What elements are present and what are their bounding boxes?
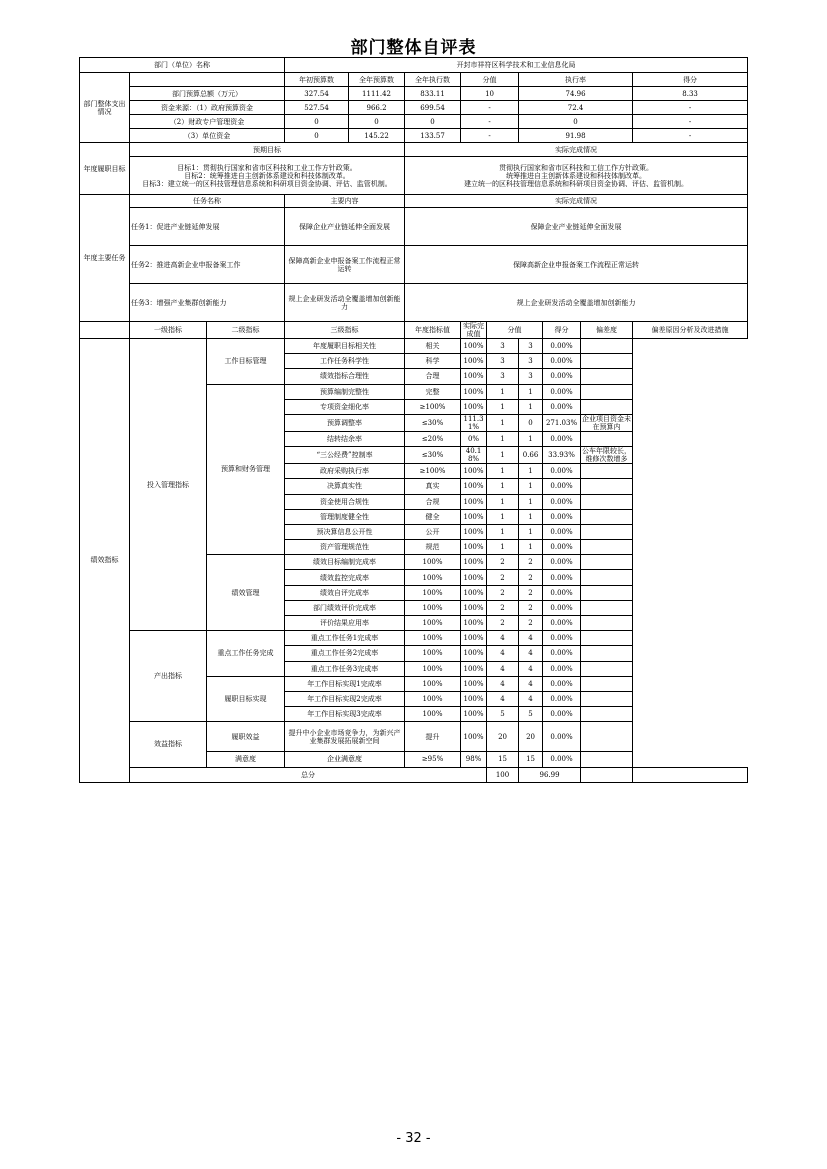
level3-indicator: 政府采购执行率	[285, 464, 405, 479]
deviation-reason	[581, 600, 633, 615]
actual-value: 100%	[461, 369, 487, 384]
level3-indicator: 重点工作任务2完成率	[285, 646, 405, 661]
col-header: 得分	[543, 322, 581, 339]
table-cell: 966.2	[349, 101, 405, 115]
weight: 2	[487, 616, 519, 631]
target-value: 100%	[405, 570, 461, 585]
deviation-reason	[581, 540, 633, 555]
weight: 1	[487, 464, 519, 479]
weight: 2	[487, 570, 519, 585]
target-value: 规范	[405, 540, 461, 555]
actual-value: 100%	[461, 339, 487, 354]
score: 0	[519, 414, 543, 431]
deviation: 0.00%	[543, 494, 581, 509]
score: 2	[519, 600, 543, 615]
actual-value: 100%	[461, 646, 487, 661]
deviation: 0.00%	[543, 555, 581, 570]
budget-row-label: （2）财政专户管理资金	[130, 115, 285, 129]
deviation: 0.00%	[543, 585, 581, 600]
target-value: 健全	[405, 509, 461, 524]
perf-section-label: 绩效指标	[80, 339, 130, 783]
target-value: ≤30%	[405, 447, 461, 464]
score: 2	[519, 616, 543, 631]
weight: 4	[487, 676, 519, 691]
col-header: 一级指标	[130, 322, 207, 339]
col-header: 实际完成值	[461, 322, 487, 339]
deviation-reason	[581, 494, 633, 509]
task-content: 保障高新企业申报备案工作流程正常运转	[285, 246, 405, 284]
deviation-reason	[581, 752, 633, 767]
deviation: 0.00%	[543, 722, 581, 752]
target-value: ≥95%	[405, 752, 461, 767]
weight: 1	[487, 447, 519, 464]
expected-goals	[130, 157, 405, 195]
score: 1	[519, 524, 543, 539]
level1-indicator: 投入管理指标	[130, 339, 207, 631]
weight: 1	[487, 509, 519, 524]
table-cell: -	[633, 129, 748, 143]
actual-value: 100%	[461, 494, 487, 509]
table-cell: 1111.42	[349, 87, 405, 101]
target-value: 100%	[405, 646, 461, 661]
actual-value: 100%	[461, 479, 487, 494]
weight: 5	[487, 707, 519, 722]
score: 3	[519, 369, 543, 384]
tasks-section-label: 年度主要任务	[80, 195, 130, 322]
target-value: 100%	[405, 555, 461, 570]
table-cell	[581, 767, 633, 782]
score: 4	[519, 661, 543, 676]
deviation-reason	[581, 354, 633, 369]
actual-value: 100%	[461, 631, 487, 646]
deviation-reason	[581, 464, 633, 479]
table-cell: -	[633, 115, 748, 129]
level3-indicator: 重点工作任务1完成率	[285, 631, 405, 646]
actual-value: 100%	[461, 464, 487, 479]
deviation: 0.00%	[543, 616, 581, 631]
score: 5	[519, 707, 543, 722]
level1-indicator: 产出指标	[130, 631, 207, 722]
level2-indicator: 重点工作任务完成	[207, 631, 285, 677]
actual-value: 100%	[461, 616, 487, 631]
deviation-reason	[581, 524, 633, 539]
weight: 2	[487, 600, 519, 615]
dept-label: 部门（单位）名称	[80, 58, 285, 73]
budget-row-label: 资金来源：（1）政府预算资金	[130, 101, 285, 115]
actual-value: 100%	[461, 570, 487, 585]
actual-value: 100%	[461, 600, 487, 615]
deviation: 0.00%	[543, 431, 581, 446]
deviation: 0.00%	[543, 676, 581, 691]
target-value: 提升	[405, 722, 461, 752]
actual-goal-line: 统筹推进自主创新体系建设和科技体制改革。	[506, 171, 647, 180]
level3-indicator: 年工作目标实现2完成率	[285, 691, 405, 706]
level3-indicator: 决算真实性	[285, 479, 405, 494]
actual-value: 100%	[461, 707, 487, 722]
task-content: 保障企业产业链延伸全面发展	[285, 208, 405, 246]
weight: 1	[487, 540, 519, 555]
table-cell: 91.98	[519, 129, 633, 143]
score: 1	[519, 494, 543, 509]
actual-value: 100%	[461, 661, 487, 676]
deviation-reason	[581, 369, 633, 384]
col-header: 得分	[633, 73, 748, 87]
table-cell: 145.22	[349, 129, 405, 143]
actual-value: 100%	[461, 585, 487, 600]
goals-section-label: 年度履职目标	[80, 143, 130, 195]
task-name: 任务2：推进高新企业申报备案工作	[130, 246, 285, 284]
deviation-reason	[581, 616, 633, 631]
deviation: 0.00%	[543, 479, 581, 494]
table-cell: 8.33	[633, 87, 748, 101]
deviation: 271.03%	[543, 414, 581, 431]
weight: 15	[487, 752, 519, 767]
level3-indicator: 年工作目标实现1完成率	[285, 676, 405, 691]
task-actual: 保障企业产业链延伸全面发展	[405, 208, 748, 246]
weight: 2	[487, 585, 519, 600]
col-header: 预期目标	[130, 143, 405, 157]
score: 4	[519, 631, 543, 646]
actual-value: 100%	[461, 384, 487, 399]
deviation-reason: 公车年限较长，维修次数增多	[582, 447, 632, 464]
expected-goal-line: 目标1：贯彻执行国家和省市区科技和工业工作方针政策。	[177, 163, 357, 172]
level3-indicator: 绩效监控完成率	[285, 570, 405, 585]
target-value: 完整	[405, 384, 461, 399]
weight: 1	[487, 494, 519, 509]
weight: 20	[487, 722, 519, 752]
table-cell: 527.54	[285, 101, 349, 115]
col-header: 三级指标	[285, 322, 405, 339]
deviation-reason	[581, 646, 633, 661]
deviation-reason	[581, 555, 633, 570]
level2-indicator: 工作目标管理	[207, 339, 285, 385]
level1-indicator: 效益指标	[130, 722, 207, 767]
deviation-reason	[581, 631, 633, 646]
task-actual: 保障高新企业申报备案工作流程正常运转	[405, 246, 748, 284]
deviation: 0.00%	[543, 369, 581, 384]
budget-row-label: 部门预算总额（万元）	[130, 87, 285, 101]
weight: 4	[487, 661, 519, 676]
deviation: 0.00%	[543, 631, 581, 646]
target-value: 科学	[405, 354, 461, 369]
level3-indicator: 管理制度健全性	[285, 509, 405, 524]
deviation-reason	[581, 722, 633, 752]
table-cell: 74.96	[519, 87, 633, 101]
col-header: 偏差原因分析及改进措施	[633, 322, 748, 339]
table-cell: 133.57	[405, 129, 461, 143]
blank-cell	[80, 322, 130, 339]
score: 2	[519, 555, 543, 570]
col-header: 偏差度	[581, 322, 633, 339]
level2-indicator: 预算和财务管理	[207, 384, 285, 555]
deviation: 33.93%	[543, 447, 581, 464]
table-cell: 10	[461, 87, 519, 101]
weight: 3	[487, 354, 519, 369]
col-header: 分值	[487, 322, 543, 339]
weight: 1	[487, 414, 519, 431]
col-header: 主要内容	[285, 195, 405, 208]
actual-goal-line: 贯彻执行国家和省市区科技和工信工作方针政策。	[499, 163, 654, 172]
score: 2	[519, 570, 543, 585]
actual-value: 111.31%	[461, 414, 487, 431]
deviation-reason	[581, 676, 633, 691]
target-value: 100%	[405, 585, 461, 600]
deviation: 0.00%	[543, 691, 581, 706]
level3-indicator: 绩效指标合理性	[285, 369, 405, 384]
table-cell: 0	[405, 115, 461, 129]
target-value: 公开	[405, 524, 461, 539]
col-header: 全年执行数	[405, 73, 461, 87]
deviation-reason	[581, 339, 633, 354]
score: 1	[519, 509, 543, 524]
actual-value: 100%	[461, 691, 487, 706]
deviation: 0.00%	[543, 661, 581, 676]
actual-value: 100%	[461, 676, 487, 691]
deviation-reason: 企业项目资金未在预算内	[582, 414, 632, 431]
table-cell: -	[461, 129, 519, 143]
actual-value: 98%	[461, 752, 487, 767]
level3-indicator: 企业满意度	[285, 752, 405, 767]
table-cell: 0	[285, 129, 349, 143]
expected-goal-line: 目标3：建立统一的区科技管理信息系统和科研项目资金协调、评估、监管机制。	[142, 179, 392, 188]
level3-indicator: 资产管理规范性	[285, 540, 405, 555]
level3-indicator: “三公经费”控制率	[285, 447, 405, 464]
level3-indicator: 评价结果应用率	[285, 616, 405, 631]
table-cell: 72.4	[519, 101, 633, 115]
score: 1	[519, 540, 543, 555]
col-header: 实际完成情况	[405, 143, 748, 157]
deviation: 0.00%	[543, 399, 581, 414]
col-header: 任务名称	[130, 195, 285, 208]
score: 20	[519, 722, 543, 752]
deviation-reason	[581, 570, 633, 585]
deviation: 0.00%	[543, 354, 581, 369]
actual-value: 100%	[461, 722, 487, 752]
deviation: 0.00%	[543, 570, 581, 585]
level2-indicator: 满意度	[207, 752, 285, 767]
self-evaluation-table	[79, 57, 748, 783]
table-cell: 833.11	[405, 87, 461, 101]
deviation-reason	[581, 399, 633, 414]
page-title: 部门整体自评表	[350, 38, 477, 58]
score: 4	[519, 646, 543, 661]
deviation: 0.00%	[543, 646, 581, 661]
level3-indicator: 绩效自评完成率	[285, 585, 405, 600]
col-header: 全年预算数	[349, 73, 405, 87]
deviation: 0.00%	[543, 600, 581, 615]
actual-value: 100%	[461, 399, 487, 414]
deviation-reason	[581, 585, 633, 600]
score: 1	[519, 479, 543, 494]
target-value: 100%	[405, 616, 461, 631]
target-value: 100%	[405, 631, 461, 646]
weight: 4	[487, 691, 519, 706]
target-value: ≤30%	[405, 414, 461, 431]
level3-indicator: 资金使用合规性	[285, 494, 405, 509]
level2-indicator: 履职目标实现	[207, 676, 285, 722]
level3-indicator: 预算调整率	[285, 414, 405, 431]
col-header: 二级指标	[207, 322, 285, 339]
level3-indicator: 工作任务科学性	[285, 354, 405, 369]
col-header: 年度指标值	[405, 322, 461, 339]
level3-indicator: 结转结余率	[285, 431, 405, 446]
col-header: 实际完成情况	[405, 195, 748, 208]
table-cell: 0	[349, 115, 405, 129]
total-score: 96.99	[519, 767, 581, 782]
deviation: 0.00%	[543, 464, 581, 479]
actual-goal-line: 建立统一的区科技管理信息系统和科研项目资金协调、评估、监管机制。	[464, 179, 689, 188]
weight: 4	[487, 631, 519, 646]
actual-goals	[405, 157, 748, 195]
table-cell: 699.54	[405, 101, 461, 115]
deviation: 0.00%	[543, 339, 581, 354]
table-cell	[633, 767, 748, 782]
weight: 1	[487, 479, 519, 494]
actual-value: 100%	[461, 524, 487, 539]
score: 15	[519, 752, 543, 767]
score: 1	[519, 464, 543, 479]
actual-value: 100%	[461, 354, 487, 369]
deviation-reason	[581, 384, 633, 399]
deviation-reason	[581, 661, 633, 676]
table-cell: -	[461, 101, 519, 115]
target-value: ≥100%	[405, 464, 461, 479]
deviation-reason	[581, 691, 633, 706]
target-value: ≤20%	[405, 431, 461, 446]
weight: 2	[487, 555, 519, 570]
deviation-reason	[581, 509, 633, 524]
actual-value: 100%	[461, 540, 487, 555]
target-value: ≥100%	[405, 399, 461, 414]
deviation: 0.00%	[543, 384, 581, 399]
level3-indicator: 年度履职目标相关性	[285, 339, 405, 354]
level3-indicator: 提升中小企业市场竞争力，为新兴产业集群发展拓展新空间	[285, 722, 405, 752]
col-header: 年初预算数	[285, 73, 349, 87]
expected-goal-line: 目标2：统筹推进自主创新体系建设和科技体制改革。	[184, 171, 350, 180]
budget-section-label: 部门整体支出情况	[80, 73, 130, 143]
target-value: 相关	[405, 339, 461, 354]
budget-row-label: （3）单位资金	[130, 129, 285, 143]
weight: 3	[487, 339, 519, 354]
level3-indicator: 重点工作任务3完成率	[285, 661, 405, 676]
deviation-reason	[581, 431, 633, 446]
table-cell: -	[633, 101, 748, 115]
target-value: 真实	[405, 479, 461, 494]
score: 1	[519, 384, 543, 399]
actual-value: 40.18%	[461, 447, 487, 464]
table-cell: 0	[285, 115, 349, 129]
score: 1	[519, 431, 543, 446]
target-value: 合理	[405, 369, 461, 384]
task-name: 任务3：增强产业集群创新能力	[130, 284, 285, 322]
score: 0.66	[519, 447, 543, 464]
table-cell: 0	[519, 115, 633, 129]
level3-indicator: 绩效目标编制完成率	[285, 555, 405, 570]
weight: 1	[487, 384, 519, 399]
deviation: 0.00%	[543, 752, 581, 767]
weight: 1	[487, 431, 519, 446]
score: 1	[519, 399, 543, 414]
level3-indicator: 部门绩效评价完成率	[285, 600, 405, 615]
table-cell: -	[461, 115, 519, 129]
dept-name: 开封市祥符区科学技术和工业信息化局	[285, 58, 748, 73]
weight: 1	[487, 399, 519, 414]
score: 3	[519, 339, 543, 354]
task-actual: 规上企业研发活动全覆盖增加创新能力	[405, 284, 748, 322]
table-cell: 327.54	[285, 87, 349, 101]
target-value: 100%	[405, 661, 461, 676]
total-weight: 100	[487, 767, 519, 782]
deviation: 0.00%	[543, 524, 581, 539]
target-value: 100%	[405, 691, 461, 706]
table-cell	[130, 73, 285, 87]
deviation: 0.00%	[543, 509, 581, 524]
page-number: - 32 -	[396, 1131, 431, 1146]
level3-indicator: 专项资金细化率	[285, 399, 405, 414]
deviation: 0.00%	[543, 707, 581, 722]
actual-value: 100%	[461, 509, 487, 524]
task-name: 任务1：促进产业链延伸发展	[130, 208, 285, 246]
deviation-reason	[581, 479, 633, 494]
weight: 1	[487, 524, 519, 539]
level3-indicator: 年工作目标实现3完成率	[285, 707, 405, 722]
actual-value: 0%	[461, 431, 487, 446]
level2-indicator: 履职效益	[207, 722, 285, 752]
target-value: 100%	[405, 676, 461, 691]
actual-value: 100%	[461, 555, 487, 570]
col-header: 执行率	[519, 73, 633, 87]
score: 4	[519, 691, 543, 706]
level2-indicator: 绩效管理	[207, 555, 285, 631]
target-value: 100%	[405, 707, 461, 722]
score: 3	[519, 354, 543, 369]
total-label: 总分	[130, 767, 487, 782]
score: 2	[519, 585, 543, 600]
task-content: 规上企业研发活动全覆盖增加创新能力	[285, 284, 405, 322]
score: 4	[519, 676, 543, 691]
level3-indicator: 预算编制完整性	[285, 384, 405, 399]
level3-indicator: 预决算信息公开性	[285, 524, 405, 539]
weight: 4	[487, 646, 519, 661]
deviation-reason	[581, 707, 633, 722]
col-header: 分值	[461, 73, 519, 87]
target-value: 合规	[405, 494, 461, 509]
deviation: 0.00%	[543, 540, 581, 555]
weight: 3	[487, 369, 519, 384]
target-value: 100%	[405, 600, 461, 615]
